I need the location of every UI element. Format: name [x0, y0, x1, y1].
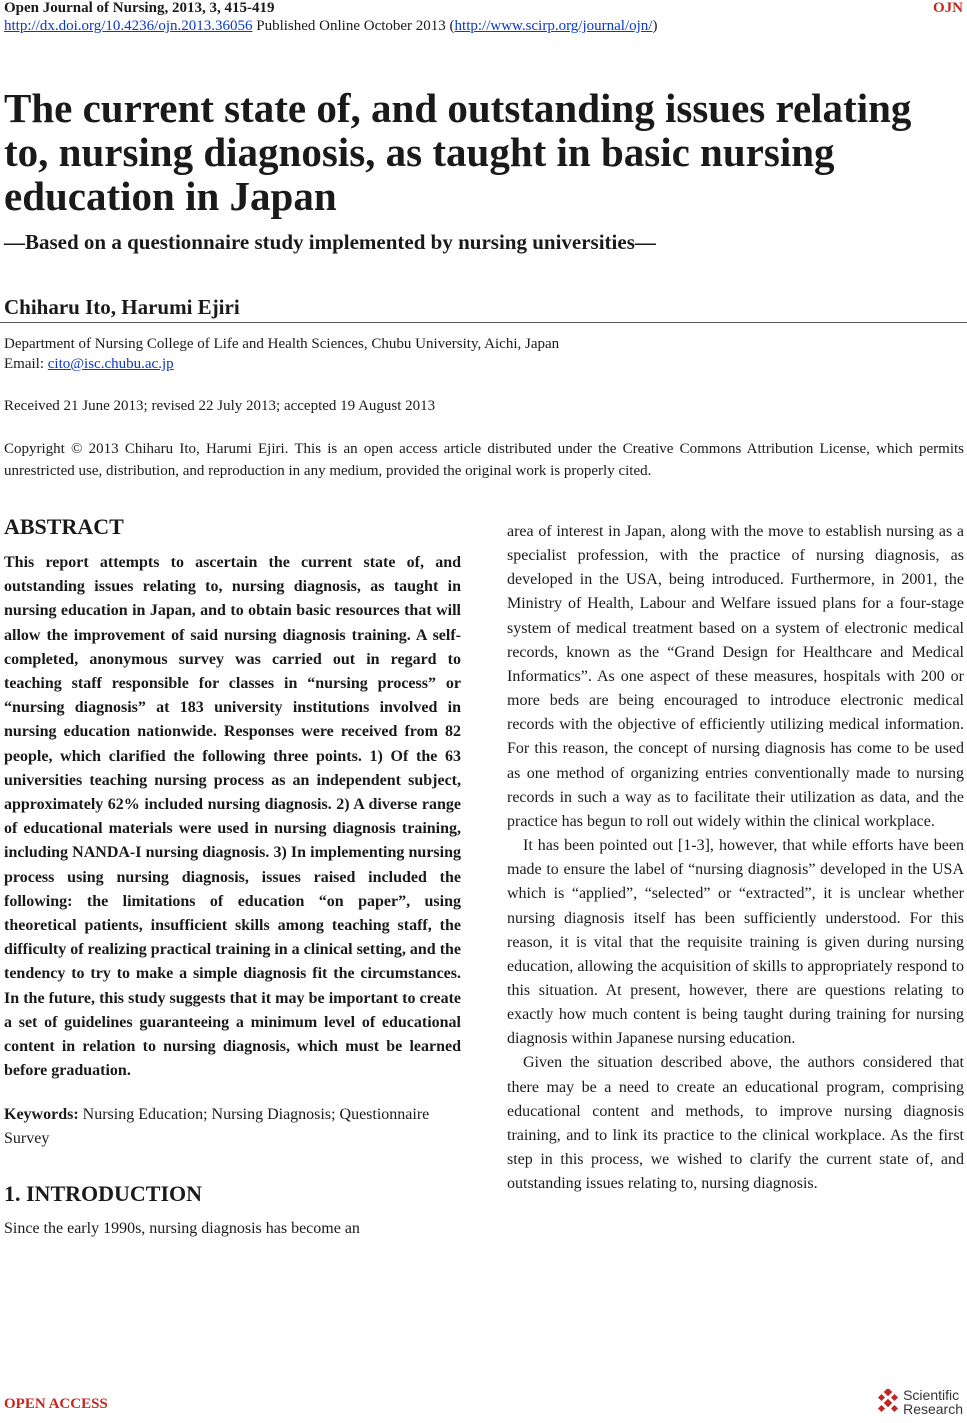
introduction-paragraph-continued: area of interest in Japan, along with the move to establish nursing as a specialist profession, with the practice of nursing diagnosis, as developed in the USA, being introduced. Furthermore, in 2001, the Ministry of Health, Labour and Welfare issued plans for a four-stage system of medical treatment based on a system of electronic medical records, known as the “Grand Design for Healthcare and Medical Informatics”. As one aspect of these measures, hospitals with 200 or more beds are being encouraged to introduce electronic medical records with the objective of efficiently utilizing medical information. For this reason, the concept of nursing diagnosis has come to be used as one method of organizing entries conventionally made to nursing records in such a way as to facilitate their utilization as data, and the practice has begun to roll out widely within the clinical workplace.: [507, 523, 964, 830]
keywords-text: Nursing Education; Nursing Diagnosis; Questionnaire Survey: [4, 1106, 430, 1148]
email-link[interactable]: cito@isc.chubu.ac.jp: [47, 356, 174, 372]
introduction-heading: 1. INTRODUCTION: [4, 1181, 203, 1207]
journal-citation: Open Journal of Nursing, 2013, 3, 415-419: [4, 0, 275, 16]
affiliation: Department of Nursing College of Life and Health Sciences, Chubu University, Aichi, Japan: [4, 336, 560, 352]
open-access-label: OPEN ACCESS: [4, 1396, 108, 1412]
authors: Chiharu Ito, Harumi Ejiri: [4, 295, 240, 319]
received-dates: Received 21 June 2013; revised 22 July 2013; accepted 19 August 2013: [4, 398, 436, 414]
journal-abbrev: OJN: [933, 0, 963, 16]
journal-url-link[interactable]: http://www.scirp.org/journal/ojn/: [454, 18, 653, 34]
publisher-name-line1: Scientific: [903, 1387, 960, 1403]
keywords-label: Keywords:: [4, 1106, 79, 1124]
publisher-name: [903, 1388, 963, 1416]
publisher-logo: [877, 1388, 963, 1416]
published-text: Published Online October 2013 (: [252, 18, 455, 34]
publisher-name-line2: Research: [903, 1401, 963, 1417]
abstract-heading: ABSTRACT: [4, 514, 124, 539]
left-column: [4, 514, 461, 1241]
email-line: [4, 356, 174, 373]
email-label: Email:: [4, 356, 48, 372]
copyright-notice: Copyright © 2013 Chiharu Ito, Harumi Ejiri. This is an open access article distributed under the Creative Commons Attribution License, which permits unrestricted use, distribution, and reproduction in any medium, provided the original work is properly cited.: [4, 441, 964, 479]
introduction-paragraph-3: Given the situation described above, the authors considered that there may be a need to create an educational program, comprising educational content and methods, to improve nursing diagnosis training, and to link its practice to the clinical workplace. As the first step in this process, we wished to clarify the current state of, and outstanding issues relating to, nursing diagnosis.: [507, 1054, 964, 1193]
introduction-paragraph-2: It has been pointed out [1-3], however, that while efforts have been made to ensure the label of “nursing diagnosis” developed in the USA which is “applied”, “selected” or “extracted”, it is unclear whether nursing diagnosis itself has been sufficiently understood. For this reason, it is vital that the requisite training is given during nursing education, allowing the acquisition of skills to appropriately respond to this situation. At present, however, there are questions relating to exactly how much content is being taught during training for nursing diagnosis within Japanese nursing education.: [507, 837, 964, 1048]
introduction-paragraph-start: Since the early 1990s, nursing diagnosis has become an: [4, 1220, 360, 1238]
right-column: [507, 520, 964, 1196]
paper-subtitle: —Based on a questionnaire study implemented by nursing universities—: [4, 230, 656, 254]
header-divider: [0, 322, 967, 323]
scientific-research-logo-icon: [877, 1389, 899, 1415]
close-paren: ): [652, 18, 658, 34]
keywords: [4, 1103, 461, 1151]
abstract-text: This report attempts to ascertain the current state of, and outstanding issues relating to, nursing diagnosis, as taught in nursing education in Japan, and to obtain basic resources that will allow the improvement of said nursing diagnosis training. A self-completed, anonymous survey was carried out in regard to teaching staff responsible for classes in “nursing process” or “nursing diagnosis” at 183 university institutions involved in nursing education nationwide. Responses were received from 82 people, which clarified the following three points. 1) Of the 63 universities teaching nursing process as an independent subject, approximately 62% included nursing diagnosis. 2) A diverse range of educational materials were used in nursing diagnosis training, including NANDA-I nursing diagnosis. 3) In implementing nursing process using nursing diagnosis, issues raised included the following: the limitations of education “on paper”, using theoretical patients, insufficient skills among teaching staff, the difficulty of realizing practical training in a clinical setting, and the tendency to try to make a simple diagnosis fit the circumstances. In the future, this study suggests that it may be important to create a set of guidelines guaranteeing a minimum level of educational content in relation to nursing diagnosis, which must be learned before graduation.: [4, 554, 462, 1080]
publication-line: [4, 18, 657, 35]
paper-title: The current state of, and outstanding issues relating to, nursing diagnosis, as taught in basic nursing education in Japan: [4, 85, 912, 219]
doi-link[interactable]: http://dx.doi.org/10.4236/ojn.2013.36056: [4, 18, 253, 34]
